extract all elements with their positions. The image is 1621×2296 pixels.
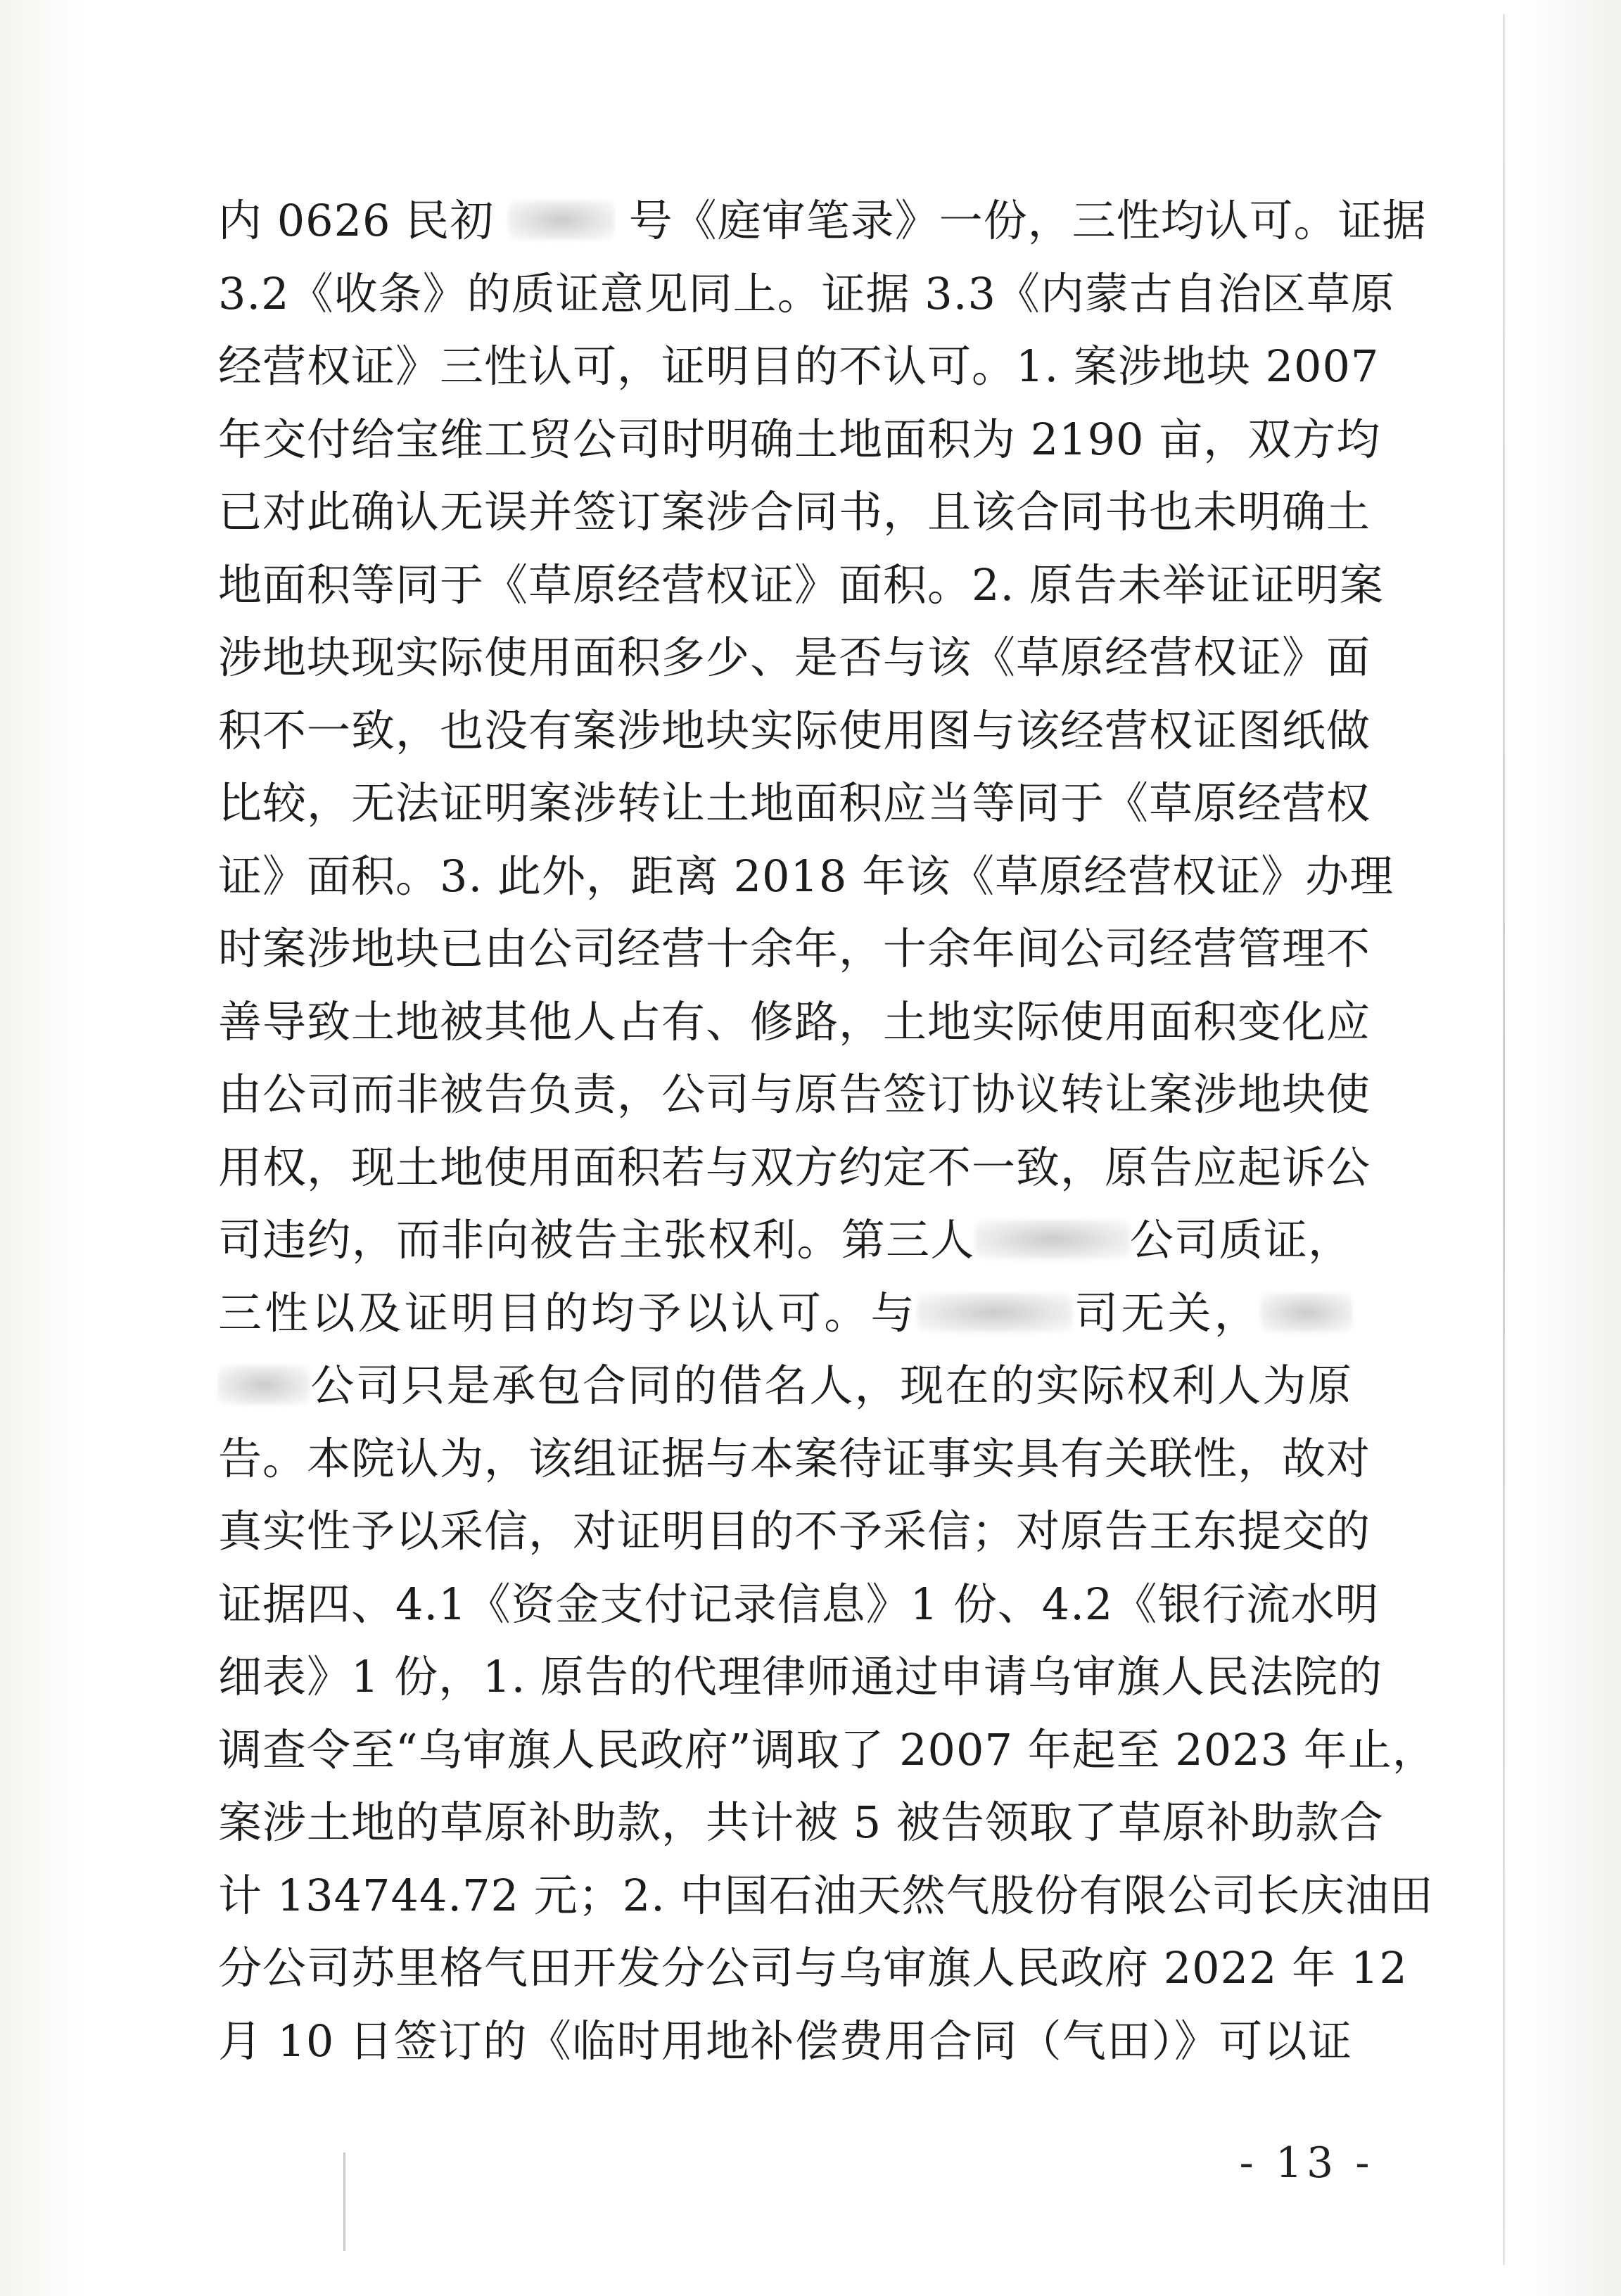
text-line-8: 积不一致，也没有案涉地块实际使用图与该经营权证图纸做 [218,704,1371,756]
text-line-13: 由公司而非被告负责，公司与原告签订协议转让案涉地块使 [218,1069,1371,1120]
text-line-4: 年交付给宝维工贸公司时明确土地面积为 2190 亩，双方均 [218,413,1381,465]
text-line-23: 案涉土地的草原补助款，共计被 5 被告领取了草原补助款合 [218,1797,1384,1848]
text-line-10: 证》面积。3. 此外，距离 2018 年该《草原经营权证》办理 [218,850,1394,902]
text-line-12: 善导致土地被其他人占有、修路，土地实际使用面积变化应 [218,995,1371,1047]
text-line-19: 真实性予以采信，对证明目的不予采信；对原告王东提交的 [218,1505,1371,1557]
redacted-case-number [509,200,614,240]
text-line-14: 用权，现土地使用面积若与双方约定不一致，原告应起诉公 [218,1141,1371,1193]
text-line-17: 公司只是承包合同的借名人，现在的实际权利人为原 [218,1349,1352,1422]
text-line-22: 调查令至“乌审旗人民政府”调取了 2007 年起至 2023 年止， [218,1723,1437,1775]
text-line-16: 三性以及证明目的均予以认可。与 司无关， [218,1277,1352,1350]
text-line-6: 地面积等同于《草原经营权证》面积。2. 原告未举证证明案 [218,559,1384,611]
redacted-company-name [1261,1293,1352,1332]
scan-edge-left [343,2152,345,2251]
text-line-25: 分公司苏里格气田开发分公司与乌审旗人民政府 2022 年 12 [218,1942,1408,1994]
redacted-company-name [917,1293,1072,1332]
text-line-3: 经营权证》三性认可，证明目的不认可。1. 案涉地块 2007 [218,340,1380,392]
text-line-20: 证据四、4.1《资金支付记录信息》1 份、4.2《银行流水明 [218,1578,1380,1630]
text-line-21: 细表》1 份，1. 原告的代理律师通过申请乌审旗人民法院的 [218,1651,1383,1702]
text-line-24: 计 134744.72 元；2. 中国石油天然气股份有限公司长庆油田 [218,1869,1434,1921]
text-line-26: 月 10 日签订的《临时用地补偿费用合同（气田）》可以证 [218,2015,1352,2067]
text-line-2: 3.2《收条》的质证意见同上。证据 3.3《内蒙古自治区草原 [218,267,1395,319]
judgment-body-text [218,184,1437,2077]
text-line-9: 比较，无法证明案涉转让土地面积应当等同于《草原经营权 [218,777,1371,829]
text-line-7: 涉地块现实际使用面积多少、是否与该《草原经营权证》面 [218,632,1371,683]
text-line-18: 告。本院认为，该组证据与本案待证事实具有关联性，故对 [218,1432,1371,1484]
text-line-5: 已对此确认无误并签订案涉合同书，且该合同书也未明确土 [218,486,1371,537]
text-line-15: 司违约，而非向被告主张权利。第三人 公司质证， [218,1214,1352,1265]
scan-edge-right [1503,14,1505,2265]
text-line-1: 内 0626 民初 号《庭审笔录》一份，三性均认可。证据 [218,195,1427,246]
text-line-11: 时案涉地块已由公司经营十余年，十余年间公司经营管理不 [218,923,1371,974]
redacted-company-name [218,1365,310,1405]
redacted-company-name [975,1220,1130,1259]
page-number: - 13 - [1239,2138,1374,2188]
